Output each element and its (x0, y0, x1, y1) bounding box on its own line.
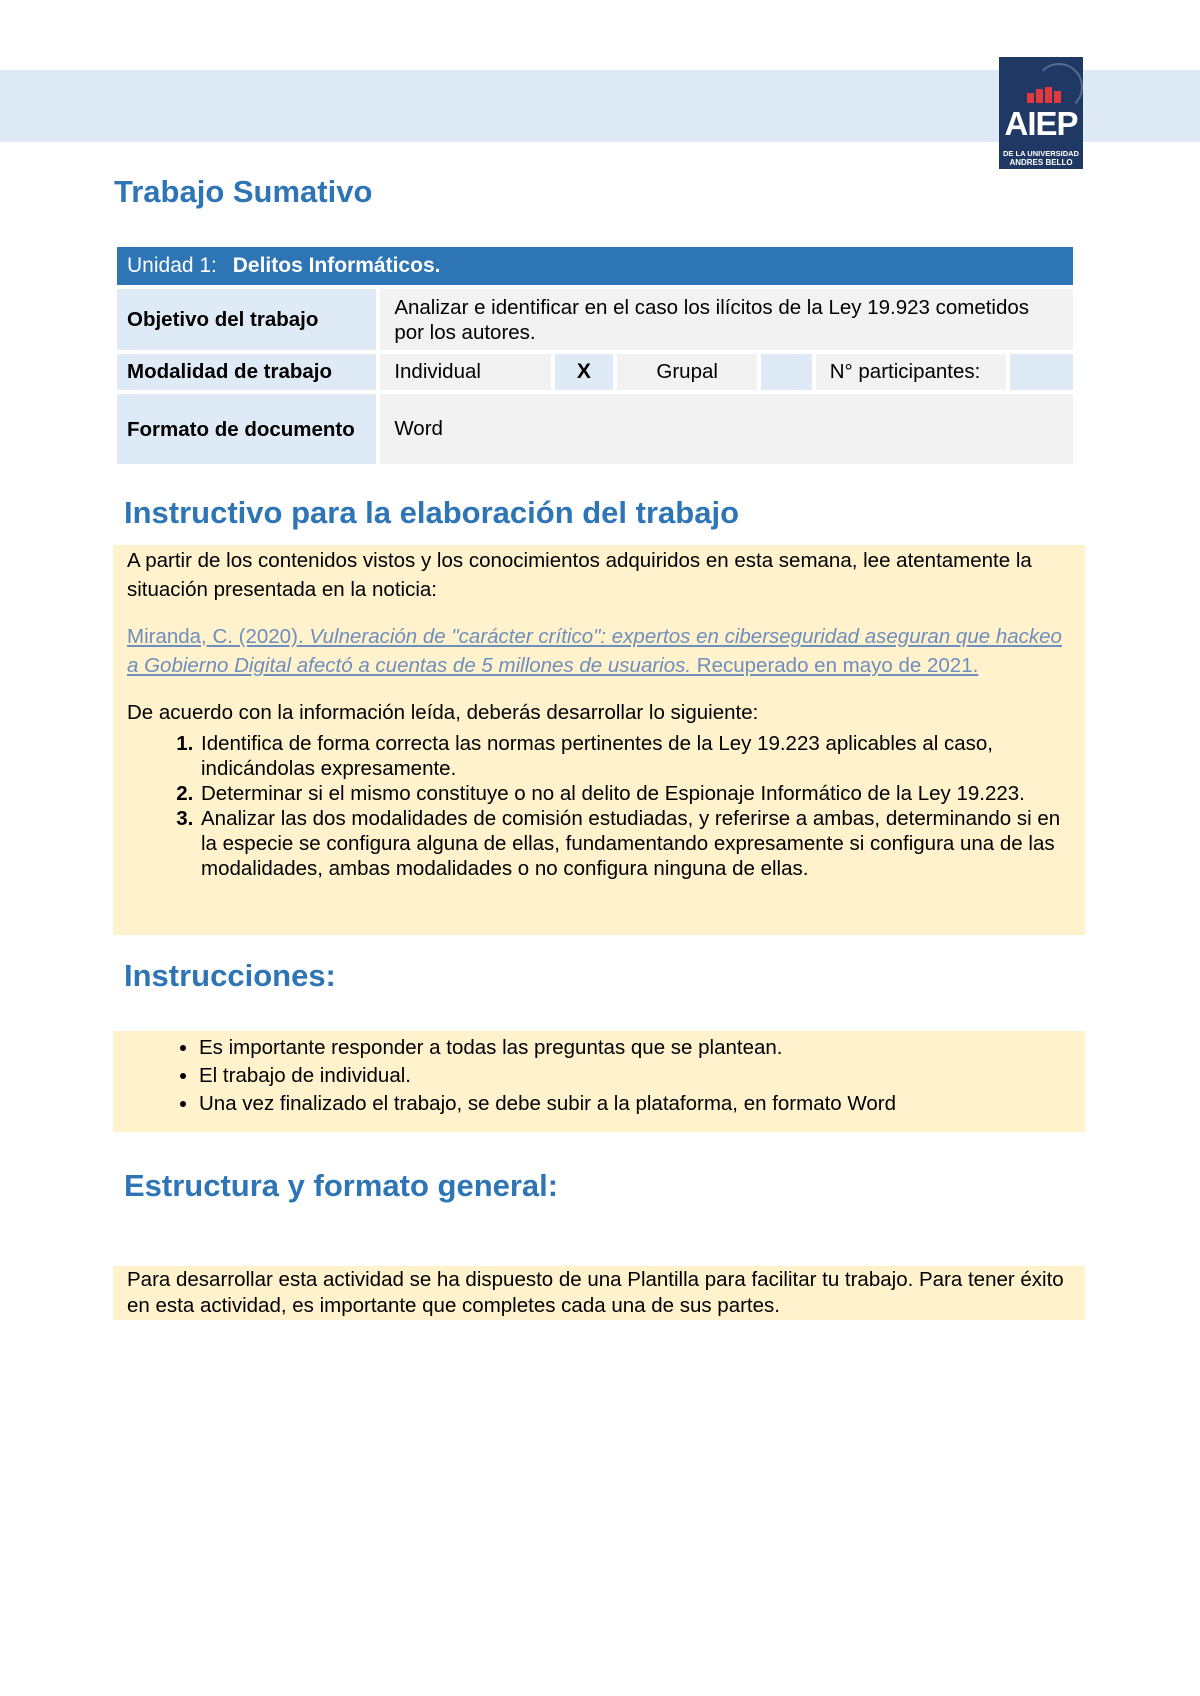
objective-label: Objetivo del trabajo (117, 289, 376, 350)
aiep-logo (999, 57, 1083, 169)
grupal-label: Grupal (617, 354, 757, 390)
page-title: Trabajo Sumativo (114, 174, 373, 209)
task-item: 2. Determinar si el mismo constituye o no al delito de Espionaje Informático de la Ley 19.223. (199, 781, 1071, 806)
modality-label: Modalidad de trabajo (117, 354, 376, 390)
reference-link[interactable] (127, 625, 1062, 677)
reference-title: Vulneración de "carácter crítico": expertos en ciberseguridad aseguran que hackeo a Gobierno Digital afectó a cuentas de 5 millones de usuarios. (127, 625, 1062, 677)
objective-value: Analizar e identificar en el caso los ilícitos de la Ley 19.923 cometidos por los autores. (380, 289, 1073, 350)
logo-building-icon (1027, 87, 1067, 103)
instructivo-box (113, 545, 1085, 935)
estructura-text: Para desarrollar esta actividad se ha dispuesto de una Plantilla para facilitar tu trabajo. Para tener éxito en esta actividad, es importante que completes cada una de sus partes. (127, 1268, 1064, 1317)
format-value: Word (380, 394, 1073, 464)
estructura-box (113, 1266, 1085, 1320)
reference-retrieved: Recuperado en mayo de 2021. (696, 654, 979, 677)
reference-author: Miranda, C. (2020). (127, 625, 304, 648)
objective-row (117, 289, 1073, 350)
logo-subtitle-1: DE LA UNIVERSIDAD (1003, 149, 1079, 158)
unit-name: Delitos Informáticos. (232, 254, 441, 277)
participants-label: N° participantes: (816, 354, 1006, 390)
tasks-list (127, 731, 1071, 881)
info-table (113, 243, 1077, 468)
task-item: 1. Identifica de forma correcta las normas pertinentes de la Ley 19.223 aplicables al caso, indicándolas expresamente. (199, 731, 1071, 781)
tasks-lead: De acuerdo con la información leída, deberás desarrollar lo siguiente: (127, 701, 759, 724)
instruction-item: • El trabajo de individual. (199, 1062, 1071, 1090)
individual-mark: X (555, 354, 614, 390)
task-item: 3. Analizar las dos modalidades de comisión estudiadas, y referirse a ambas, determinando si en la especie se configura alguna de ellas, fundamentando expresamente si configura una de las modalidades, ambas modalidades o no configura ninguna de ellas. (199, 806, 1071, 881)
estructura-heading: Estructura y formato general: (124, 1168, 559, 1203)
logo-subtitle-2: ANDRES BELLO (1009, 158, 1073, 167)
unit-row (117, 247, 1073, 285)
instrucciones-box (113, 1031, 1085, 1132)
instruction-item: • Es importante responder a todas las preguntas que se plantean. (199, 1034, 1071, 1062)
instructivo-heading: Instructivo para la elaboración del trabajo (124, 495, 740, 530)
reference-paragraph (127, 622, 1071, 680)
grupal-mark (761, 354, 812, 390)
format-row (117, 394, 1073, 464)
individual-label: Individual (380, 354, 550, 390)
modality-row (117, 354, 1073, 390)
unit-label: Unidad 1: (127, 254, 217, 277)
instrucciones-list (127, 1034, 1071, 1118)
participants-value (1010, 354, 1073, 390)
instruction-item: • Una vez finalizado el trabajo, se debe subir a la plataforma, en formato Word (199, 1090, 1071, 1118)
instrucciones-heading: Instrucciones: (124, 958, 336, 993)
unit-cell (117, 247, 1073, 285)
logo-wordmark: AIEP (1004, 105, 1078, 142)
instructivo-intro: A partir de los contenidos vistos y los conocimientos adquiridos en esta semana, lee atentamente la situación presentada en la noticia: (127, 549, 1032, 601)
format-label: Formato de documento (117, 394, 376, 464)
